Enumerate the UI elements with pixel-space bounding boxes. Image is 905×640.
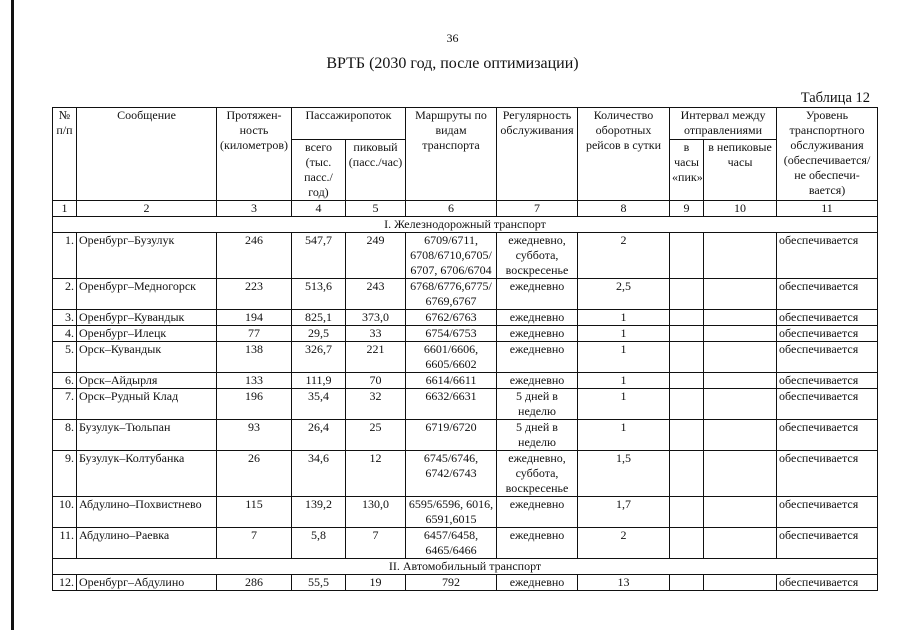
col-number: 7	[497, 201, 578, 217]
header-length: Протяжен-ность (километров)	[217, 108, 292, 201]
table-row	[53, 279, 878, 310]
trips-per-day: 2	[578, 528, 670, 559]
flow-total: 55,5	[292, 575, 346, 591]
interval-peak	[670, 497, 704, 528]
regularity: ежедневно, суббота, воскресенье	[497, 233, 578, 279]
route-codes: 6754/6753	[406, 326, 497, 342]
interval-peak	[670, 342, 704, 373]
row-number: 3.	[53, 310, 77, 326]
flow-peak: 249	[346, 233, 406, 279]
route-name: Орск–Кувандык	[77, 342, 217, 373]
header-interval-offpeak: в непиковые часы	[704, 140, 777, 201]
route-name: Оренбург–Кувандык	[77, 310, 217, 326]
interval-peak	[670, 326, 704, 342]
route-codes: 6745/6746, 6742/6743	[406, 451, 497, 497]
flow-peak: 221	[346, 342, 406, 373]
row-number: 12.	[53, 575, 77, 591]
service-level: обеспечивается	[777, 389, 878, 420]
col-number: 11	[777, 201, 878, 217]
route-name: Оренбург–Абдулино	[77, 575, 217, 591]
route-codes: 6768/6776,6775/ 6769,6767	[406, 279, 497, 310]
header-flow-total: всего (тыс. пасс./ год)	[292, 140, 346, 201]
col-number: 10	[704, 201, 777, 217]
route-codes: 6719/6720	[406, 420, 497, 451]
trips-per-day: 13	[578, 575, 670, 591]
col-number: 2	[77, 201, 217, 217]
regularity: ежедневно	[497, 342, 578, 373]
header-regularity: Регулярность обслуживания	[497, 108, 578, 201]
transport-table	[52, 107, 878, 591]
route-codes: 6595/6596, 6016, 6591,6015	[406, 497, 497, 528]
col-number: 8	[578, 201, 670, 217]
route-name: Оренбург–Бузулук	[77, 233, 217, 279]
row-number: 4.	[53, 326, 77, 342]
col-number: 6	[406, 201, 497, 217]
service-level: обеспечивается	[777, 279, 878, 310]
flow-total: 5,8	[292, 528, 346, 559]
header-flow: Пассажиропоток	[292, 108, 406, 140]
row-number: 5.	[53, 342, 77, 373]
interval-offpeak	[704, 389, 777, 420]
length-km: 138	[217, 342, 292, 373]
table-row	[53, 373, 878, 389]
route-name: Орск–Рудный Клад	[77, 389, 217, 420]
interval-offpeak	[704, 233, 777, 279]
route-codes: 6601/6606, 6605/6602	[406, 342, 497, 373]
col-number: 9	[670, 201, 704, 217]
row-number: 7.	[53, 389, 77, 420]
flow-peak: 32	[346, 389, 406, 420]
service-level: обеспечивается	[777, 373, 878, 389]
interval-offpeak	[704, 420, 777, 451]
col-number: 4	[292, 201, 346, 217]
interval-peak	[670, 575, 704, 591]
flow-peak: 373,0	[346, 310, 406, 326]
trips-per-day: 1	[578, 310, 670, 326]
service-level: обеспечивается	[777, 528, 878, 559]
header-route: Сообщение	[77, 108, 217, 201]
flow-peak: 7	[346, 528, 406, 559]
regularity: ежедневно	[497, 497, 578, 528]
length-km: 223	[217, 279, 292, 310]
header-flow-peak: пиковый (пасс./час)	[346, 140, 406, 201]
flow-peak: 12	[346, 451, 406, 497]
regularity: ежедневно	[497, 575, 578, 591]
service-level: обеспечивается	[777, 497, 878, 528]
header-row-1	[53, 108, 878, 140]
length-km: 196	[217, 389, 292, 420]
length-km: 26	[217, 451, 292, 497]
regularity: ежедневно	[497, 528, 578, 559]
interval-offpeak	[704, 497, 777, 528]
route-codes: 6457/6458, 6465/6466	[406, 528, 497, 559]
col-number: 5	[346, 201, 406, 217]
row-number: 1.	[53, 233, 77, 279]
regularity: ежедневно	[497, 326, 578, 342]
flow-total: 35,4	[292, 389, 346, 420]
interval-peak	[670, 389, 704, 420]
flow-total: 29,5	[292, 326, 346, 342]
service-level: обеспечивается	[777, 420, 878, 451]
interval-offpeak	[704, 373, 777, 389]
service-level: обеспечивается	[777, 310, 878, 326]
length-km: 133	[217, 373, 292, 389]
table-row	[53, 389, 878, 420]
service-level: обеспечивается	[777, 326, 878, 342]
service-level: обеспечивается	[777, 451, 878, 497]
table-row	[53, 528, 878, 559]
interval-peak	[670, 279, 704, 310]
route-name: Орск–Айдырля	[77, 373, 217, 389]
service-level: обеспечивается	[777, 575, 878, 591]
route-name: Бузулук–Колтубанка	[77, 451, 217, 497]
col-number: 1	[53, 201, 77, 217]
regularity: ежедневно, суббота, воскресенье	[497, 451, 578, 497]
section-row-rail	[53, 217, 878, 233]
interval-peak	[670, 528, 704, 559]
column-numbers-row	[53, 201, 878, 217]
table-row	[53, 233, 878, 279]
header-trips: Количество оборотных рейсов в сутки	[578, 108, 670, 201]
section-row-auto	[53, 559, 878, 575]
interval-peak	[670, 420, 704, 451]
route-codes: 6762/6763	[406, 310, 497, 326]
table-row	[53, 326, 878, 342]
regularity: ежедневно	[497, 373, 578, 389]
trips-per-day: 1,7	[578, 497, 670, 528]
row-number: 6.	[53, 373, 77, 389]
route-name: Бузулук–Тюльпан	[77, 420, 217, 451]
table-row	[53, 451, 878, 497]
interval-offpeak	[704, 310, 777, 326]
row-number: 10.	[53, 497, 77, 528]
interval-offpeak	[704, 528, 777, 559]
route-codes: 6614/6611	[406, 373, 497, 389]
route-codes: 6632/6631	[406, 389, 497, 420]
table-row	[53, 575, 878, 591]
trips-per-day: 2	[578, 233, 670, 279]
length-km: 7	[217, 528, 292, 559]
trips-per-day: 1,5	[578, 451, 670, 497]
interval-peak	[670, 233, 704, 279]
route-name: Оренбург–Медногорск	[77, 279, 217, 310]
table-row	[53, 310, 878, 326]
flow-total: 26,4	[292, 420, 346, 451]
left-margin-bar	[11, 0, 14, 630]
route-name: Оренбург–Илецк	[77, 326, 217, 342]
flow-peak: 19	[346, 575, 406, 591]
route-codes: 6709/6711, 6708/6710,6705/ 6707, 6706/6704	[406, 233, 497, 279]
page-title: ВРТБ (2030 год, после оптимизации)	[326, 55, 579, 72]
service-level: обеспечивается	[777, 342, 878, 373]
interval-peak	[670, 373, 704, 389]
page-number: 36	[446, 31, 459, 45]
interval-offpeak	[704, 342, 777, 373]
length-km: 115	[217, 497, 292, 528]
regularity: ежедневно	[497, 279, 578, 310]
trips-per-day: 1	[578, 373, 670, 389]
route-name: Абдулино–Похвистнево	[77, 497, 217, 528]
flow-total: 139,2	[292, 497, 346, 528]
flow-total: 34,6	[292, 451, 346, 497]
section-title-auto: II. Автомобильный транспорт	[53, 559, 878, 575]
flow-total: 513,6	[292, 279, 346, 310]
trips-per-day: 1	[578, 420, 670, 451]
trips-per-day: 2,5	[578, 279, 670, 310]
table-row	[53, 342, 878, 373]
row-number: 2.	[53, 279, 77, 310]
service-level: обеспечивается	[777, 233, 878, 279]
length-km: 194	[217, 310, 292, 326]
row-number: 8.	[53, 420, 77, 451]
route-name: Абдулино–Раевка	[77, 528, 217, 559]
row-number: 9.	[53, 451, 77, 497]
flow-total: 547,7	[292, 233, 346, 279]
flow-peak: 33	[346, 326, 406, 342]
interval-offpeak	[704, 451, 777, 497]
length-km: 93	[217, 420, 292, 451]
length-km: 286	[217, 575, 292, 591]
flow-total: 111,9	[292, 373, 346, 389]
regularity: 5 дней в неделю	[497, 420, 578, 451]
header-level: Уровень транспортного обслуживания (обеспечивается/ не обеспечи-вается)	[777, 108, 878, 201]
table-row	[53, 497, 878, 528]
flow-peak: 243	[346, 279, 406, 310]
interval-offpeak	[704, 575, 777, 591]
header-routes: Маршруты по видам транспорта	[406, 108, 497, 201]
length-km: 246	[217, 233, 292, 279]
interval-offpeak	[704, 326, 777, 342]
regularity: ежедневно	[497, 310, 578, 326]
length-km: 77	[217, 326, 292, 342]
table-caption: Таблица 12	[800, 90, 870, 106]
flow-total: 825,1	[292, 310, 346, 326]
route-codes: 792	[406, 575, 497, 591]
interval-offpeak	[704, 279, 777, 310]
trips-per-day: 1	[578, 389, 670, 420]
col-number: 3	[217, 201, 292, 217]
header-interval: Интервал между отправлениями	[670, 108, 777, 140]
section-title-rail: I. Железнодорожный транспорт	[53, 217, 878, 233]
trips-per-day: 1	[578, 342, 670, 373]
flow-peak: 130,0	[346, 497, 406, 528]
header-num: № п/п	[53, 108, 77, 201]
interval-peak	[670, 310, 704, 326]
header-interval-peak: в часы «пик»	[670, 140, 704, 201]
row-number: 11.	[53, 528, 77, 559]
trips-per-day: 1	[578, 326, 670, 342]
flow-peak: 25	[346, 420, 406, 451]
interval-peak	[670, 451, 704, 497]
regularity: 5 дней в неделю	[497, 389, 578, 420]
flow-total: 326,7	[292, 342, 346, 373]
flow-peak: 70	[346, 373, 406, 389]
table-row	[53, 420, 878, 451]
